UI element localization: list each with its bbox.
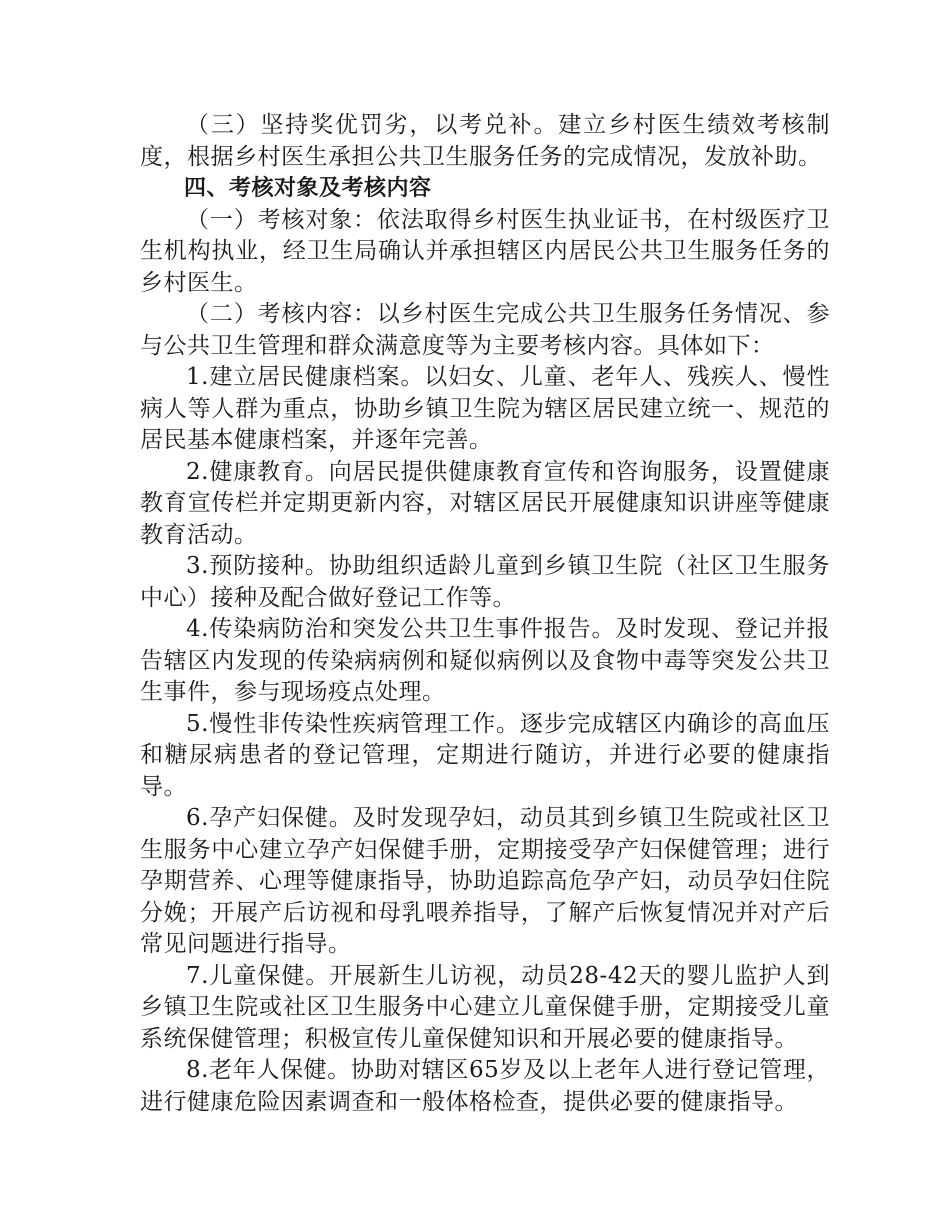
list-item-health-education: 2.健康教育。向居民提供健康教育宣传和咨询服务，设置健康教育宣传栏并定期更新内容，对辖区居民开展健康知识讲座等健康教育活动。 [140, 458, 830, 548]
list-item-maternal-care: 6.孕产妇保健。及时发现孕妇，动员其到乡镇卫生院或社区卫生服务中心建立孕产妇保健手册，定期接受孕产妇保健管理；进行孕期营养、心理等健康指导，协助追踪高危孕产妇，动员孕妇住院分娩；开展产后访视和母乳喂养指导，了解产后恢复情况并对产后常见问题进行指导。 [140, 805, 830, 957]
intro-paragraph: （三）坚持奖优罚劣，以考兑补。建立乡村医生绩效考核制度，根据乡村医生承担公共卫生服务任务的完成情况，发放补助。 [140, 112, 830, 170]
paragraph-assessment-target: （一）考核对象：依法取得乡村医生执业证书，在村级医疗卫生机构执业，经卫生局确认并承担辖区内居民公共卫生服务任务的乡村医生。 [140, 206, 830, 296]
list-item-health-records: 1.建立居民健康档案。以妇女、儿童、老年人、残疾人、慢性病人等人群为重点，协助乡镇卫生院为辖区居民建立统一、规范的居民基本健康档案，并逐年完善。 [140, 364, 830, 453]
list-item-vaccination: 3.预防接种。协助组织适龄儿童到乡镇卫生院（社区卫生服务中心）接种及配合做好登记工作等。 [140, 553, 830, 611]
list-item-chronic-disease: 5.慢性非传染性疾病管理工作。逐步完成辖区内确诊的高血压和糖尿病患者的登记管理，定期进行随访，并进行必要的健康指导。 [140, 710, 830, 800]
list-item-elderly-care: 8.老年人保健。协助对辖区65岁及以上老年人进行登记管理，进行健康危险因素调查和一般体格检查，提供必要的健康指导。 [140, 1057, 830, 1115]
document-page [140, 110, 830, 1118]
section-heading: 四、考核对象及考核内容 [184, 176, 432, 201]
list-item-child-care: 7.儿童保健。开展新生儿访视，动员28-42天的婴儿监护人到乡镇卫生院或社区卫生服务中心建立儿童保健手册，定期接受儿童系统保健管理；积极宣传儿童保健知识和开展必要的健康指导。 [140, 962, 830, 1052]
list-item-infectious-disease: 4.传染病防治和突发公共卫生事件报告。及时发现、登记并报告辖区内发现的传染病病例和疑似病例以及食物中毒等突发公共卫生事件，参与现场疫点处理。 [140, 616, 830, 705]
paragraph-assessment-content: （二）考核内容：以乡村医生完成公共卫生服务任务情况、参与公共卫生管理和群众满意度等为主要考核内容。具体如下： [140, 301, 830, 359]
